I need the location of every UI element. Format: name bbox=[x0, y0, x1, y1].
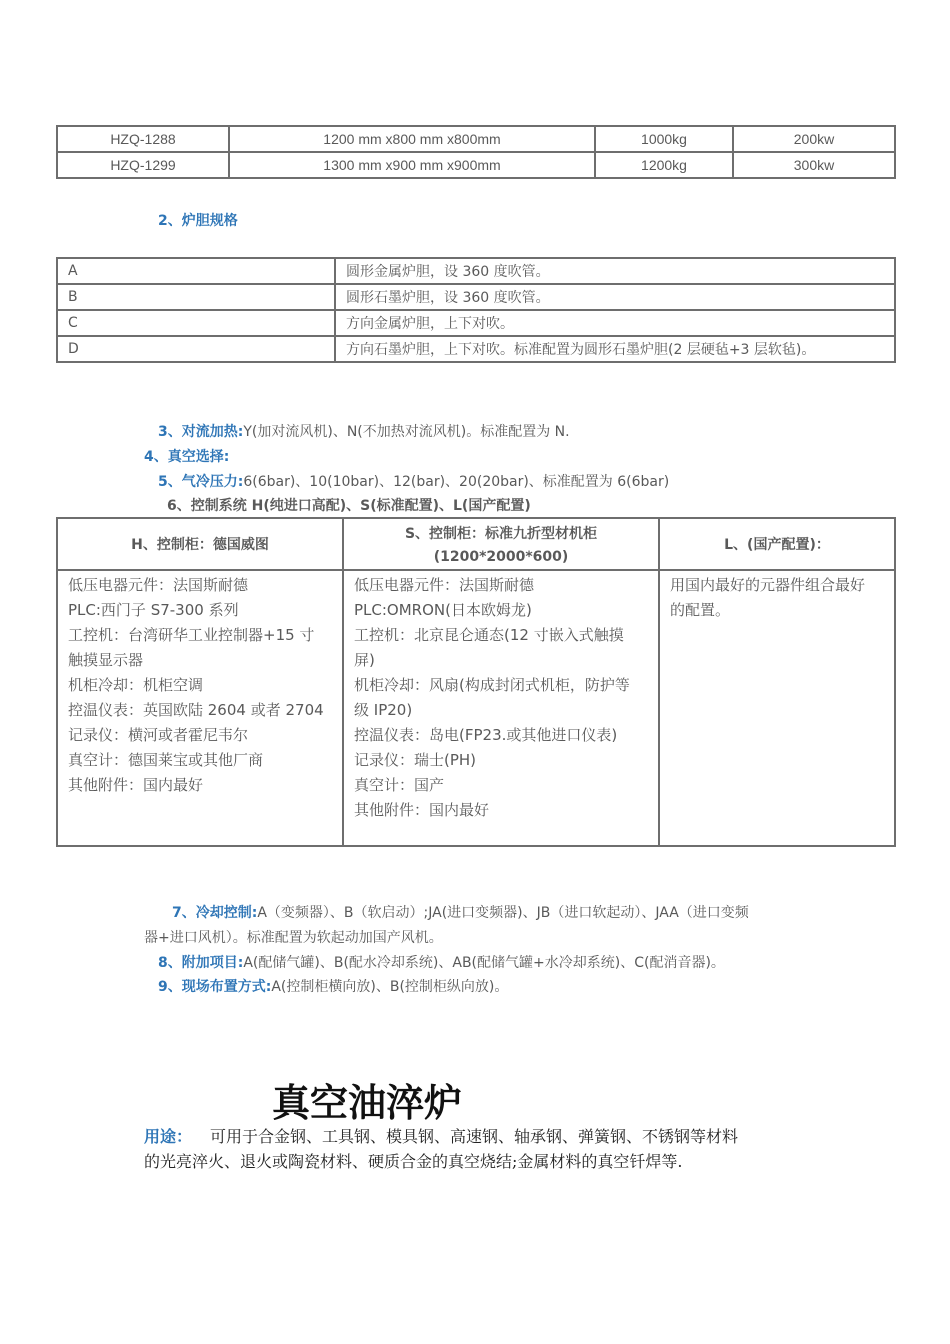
header-s-line2: (1200*2000*600) bbox=[433, 549, 569, 565]
size-cell: 1200 mm x800 mm x800mm bbox=[229, 126, 595, 152]
load-cell: 1000kg bbox=[595, 126, 733, 152]
usage-text1: 可用于合金钢、工具钢、模具钢、高速钢、轴承钢、弹簧钢、不锈钢等材料 bbox=[210, 1127, 739, 1146]
list-item: 记录仪：瑞士(PH) bbox=[354, 751, 477, 769]
list-item: 用国内最好的元器件组合最好 bbox=[670, 576, 866, 594]
section-5-text: 6(6bar)、10(10bar)、12(bar)、20(20bar)、标准配置为 6(6bar) bbox=[243, 474, 670, 490]
list-item: 屏) bbox=[354, 651, 375, 669]
chamber-code: B bbox=[57, 284, 335, 310]
list-item: 机柜冷却：机柜空调 bbox=[68, 676, 204, 694]
chamber-desc: 圆形金属炉胆，设 360 度吹管。 bbox=[335, 258, 895, 284]
list-item: PLC:西门子 S7-300 系列 bbox=[68, 601, 239, 619]
list-item: 其他附件：国内最好 bbox=[68, 776, 204, 794]
list-item: 记录仪：横河或者霍尼韦尔 bbox=[68, 726, 249, 744]
usage-paragraph bbox=[144, 1124, 814, 1174]
list-item: 级 IP20) bbox=[354, 701, 413, 719]
section-7-label: 7、冷却控制: bbox=[172, 905, 258, 921]
list-item: 控温仪表：岛电(FP23.或其他进口仪表) bbox=[354, 726, 618, 744]
section-9-label: 9、现场布置方式: bbox=[158, 979, 272, 995]
list-item: 控温仪表：英国欧陆 2604 或者 2704 bbox=[68, 701, 324, 719]
section-3-text: Y(加对流风机)、N(不加热对流风机)。标准配置为 N. bbox=[243, 424, 570, 440]
table-row bbox=[57, 336, 895, 362]
col-h-cell bbox=[57, 570, 343, 846]
section-4 bbox=[144, 446, 229, 466]
load-cell: 1200kg bbox=[595, 152, 733, 178]
section-3-label: 3、对流加热: bbox=[158, 424, 244, 440]
table-row bbox=[57, 258, 895, 284]
section-9 bbox=[158, 976, 508, 996]
section-7-text1: A（变频器）、B（软启动）;JA(进口变频器)、JB（进口软起动）、JAA（进口变频 bbox=[257, 905, 749, 921]
list-item: 低压电器元件：法国斯耐德 bbox=[68, 576, 249, 594]
list-item: 工控机：北京昆仑通态(12 寸嵌入式触摸 bbox=[354, 626, 624, 644]
table-header-row bbox=[57, 518, 895, 570]
header-s-line1: S、控制柜：标准九折型材机柜 bbox=[404, 526, 598, 542]
table-row bbox=[57, 152, 895, 178]
section-6-title: 6、控制系统 H(纯进口高配)、S(标准配置)、L(国产配置) bbox=[167, 498, 531, 514]
col-s-cell bbox=[343, 570, 659, 846]
section-5-label: 5、气冷压力: bbox=[158, 474, 244, 490]
table-row bbox=[57, 284, 895, 310]
header-h: H、控制柜：德国威图 bbox=[57, 518, 343, 570]
list-item: 低压电器元件：法国斯耐德 bbox=[354, 576, 535, 594]
control-table bbox=[56, 517, 896, 847]
section-8-text: A(配储气罐)、B(配水冷却系统)、AB(配储气罐+水冷却系统)、C(配消音器)。 bbox=[243, 955, 725, 971]
table-row bbox=[57, 310, 895, 336]
chamber-code: C bbox=[57, 310, 335, 336]
col-l-cell bbox=[659, 570, 895, 846]
section-8-label: 8、附加项目: bbox=[158, 955, 244, 971]
section-3 bbox=[158, 421, 570, 441]
chamber-desc: 圆形石墨炉胆，设 360 度吹管。 bbox=[335, 284, 895, 310]
table-row bbox=[57, 126, 895, 152]
model-cell: HZQ-1288 bbox=[57, 126, 229, 152]
model-cell: HZQ-1299 bbox=[57, 152, 229, 178]
size-cell: 1300 mm x900 mm x900mm bbox=[229, 152, 595, 178]
chamber-table bbox=[56, 257, 896, 363]
usage-line2: 的光亮淬火、退火或陶瓷材料、硬质合金的真空烧结;金属材料的真空钎焊等. bbox=[144, 1152, 683, 1171]
chamber-desc: 方向金属炉胆，上下对吹。 bbox=[335, 310, 895, 336]
usage-label: 用途： bbox=[144, 1127, 193, 1146]
section-4-label: 4、真空选择: bbox=[144, 449, 230, 465]
spec-table bbox=[56, 125, 896, 179]
list-item: 真空计：德国莱宝或其他厂商 bbox=[68, 751, 264, 769]
chamber-desc: 方向石墨炉胆，上下对吹。标准配置为圆形石墨炉胆(2 层硬毡+3 层软毡)。 bbox=[335, 336, 895, 362]
section-5 bbox=[158, 471, 669, 491]
table-row bbox=[57, 570, 895, 846]
chamber-code: D bbox=[57, 336, 335, 362]
list-item: 触摸显示器 bbox=[68, 651, 144, 669]
list-item: 的配置。 bbox=[670, 601, 731, 619]
section-7-line2: 器+进口风机）。标准配置为软起动加国产风机。 bbox=[144, 930, 443, 946]
list-item: 机柜冷却：风扇(构成封闭式机柜，防护等 bbox=[354, 676, 630, 694]
section-2-title: 2、炉胆规格 bbox=[158, 213, 238, 229]
usage-line1 bbox=[144, 1124, 814, 1149]
list-item: 真空计：国产 bbox=[354, 776, 445, 794]
list-item: 工控机：台湾研华工业控制器+15 寸 bbox=[68, 626, 315, 644]
list-item: 其他附件：国内最好 bbox=[354, 801, 490, 819]
power-cell: 300kw bbox=[733, 152, 895, 178]
header-s bbox=[343, 518, 659, 570]
page-heading: 真空油淬炉 bbox=[272, 1080, 463, 1125]
header-l: L、(国产配置)： bbox=[659, 518, 895, 570]
chamber-code: A bbox=[57, 258, 335, 284]
section-8 bbox=[158, 952, 725, 972]
section-7-line1 bbox=[172, 902, 749, 922]
list-item: PLC:OMRON(日本欧姆龙) bbox=[354, 601, 532, 619]
power-cell: 200kw bbox=[733, 126, 895, 152]
section-9-text: A(控制柜横向放)、B(控制柜纵向放)。 bbox=[271, 979, 509, 995]
